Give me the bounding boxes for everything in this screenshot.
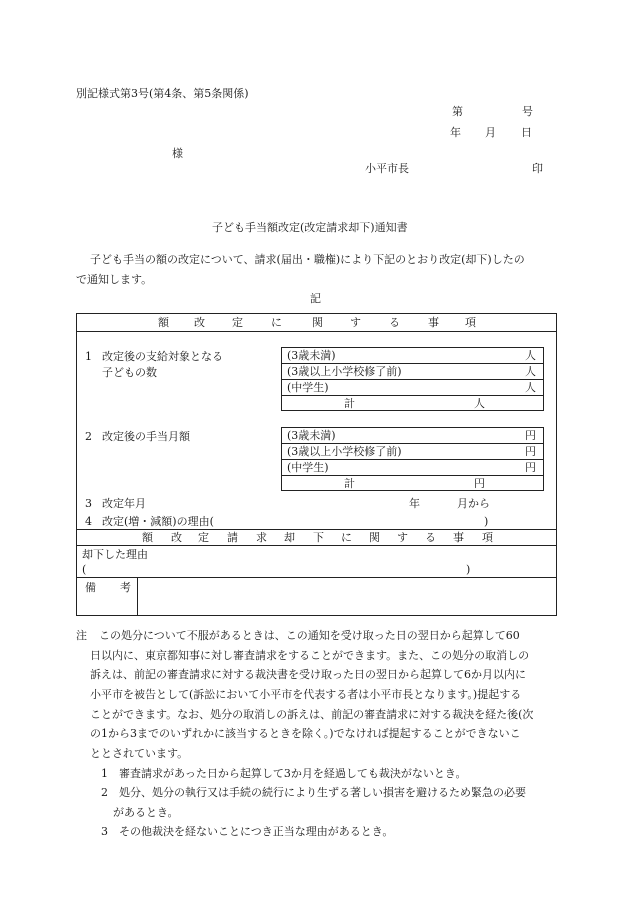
header2-char: 請 bbox=[227, 531, 238, 544]
note-line: の1から3までのいずれかに該当するときを除く。)でなければ提起することができないこ bbox=[90, 727, 521, 740]
count-total-unit: 人 bbox=[474, 397, 485, 410]
item4-label: 改定(増・減額)の理由( bbox=[102, 515, 214, 528]
remarks-char: 考 bbox=[120, 581, 131, 594]
amount-unit: 円 bbox=[525, 445, 536, 458]
header2-char: 却 bbox=[284, 531, 295, 544]
item1-label-line2: 子どもの数 bbox=[102, 366, 157, 379]
amount-unit: 円 bbox=[525, 429, 536, 442]
item3-month-from: 月から bbox=[457, 497, 490, 510]
header1-char: 関 bbox=[312, 316, 323, 329]
note-line: 訴えは、前記の審査請求に対する裁決書を受け取った日の翌日から起算して6か月以内に bbox=[90, 668, 526, 681]
header2-top-divider bbox=[76, 529, 557, 530]
date-month: 月 bbox=[485, 126, 496, 139]
count-unit: 人 bbox=[525, 349, 536, 362]
count-label: (3歳未満) bbox=[287, 349, 336, 362]
number-go: 号 bbox=[522, 105, 533, 118]
header1-char: 改 bbox=[194, 316, 205, 329]
addressee-sama: 様 bbox=[172, 147, 183, 160]
item2-label: 改定後の手当月額 bbox=[102, 430, 190, 443]
note-sub-item: 2 処分、処分の執行又は手続の続行により生ずる著しい損害を避けるため緊急の必要 bbox=[101, 786, 526, 799]
reject-reason-label: 却下した理由 bbox=[82, 548, 148, 561]
date-year: 年 bbox=[450, 126, 461, 139]
header2-char: 改 bbox=[171, 531, 182, 544]
header1-char: 定 bbox=[232, 316, 243, 329]
header1-char: 事 bbox=[428, 316, 439, 329]
item3-number: 3 bbox=[85, 497, 92, 510]
amount-label: (中学生) bbox=[287, 461, 329, 474]
amount-label: (3歳以上小学校修了前) bbox=[287, 445, 402, 458]
remarks-top-divider bbox=[76, 577, 557, 578]
reject-open-paren: ( bbox=[82, 563, 87, 576]
note-line: ととされています。 bbox=[90, 747, 189, 760]
header2-char: る bbox=[425, 531, 436, 544]
reject-close-paren: ) bbox=[466, 563, 471, 576]
item1-label-line1: 改定後の支給対象となる bbox=[102, 350, 223, 363]
remarks-char: 備 bbox=[85, 581, 96, 594]
note-line: 小平市を被告として(訴訟において小平市を代表する者は小平市長となります。)提起する bbox=[90, 688, 522, 701]
header2-char: 定 bbox=[198, 531, 209, 544]
date-day: 日 bbox=[521, 126, 532, 139]
ki-label: 記 bbox=[310, 292, 321, 305]
count-row-divider bbox=[281, 363, 544, 364]
header1-char: に bbox=[271, 316, 282, 329]
header2-char: 項 bbox=[482, 531, 493, 544]
note-sub-item: 1 審査請求があった日から起算して3か月を経過しても裁決がないとき。 bbox=[101, 767, 467, 780]
note-line: ことができます。なお、処分の取消しの訴えは、前記の審査請求に対する裁決を経た後(次 bbox=[90, 708, 534, 721]
header1-char: 項 bbox=[465, 316, 476, 329]
number-dai: 第 bbox=[452, 105, 463, 118]
intro-line-2: で通知します。 bbox=[76, 273, 153, 286]
issuer-seal: 印 bbox=[532, 162, 543, 175]
note-sub-item: があるとき。 bbox=[113, 806, 179, 819]
header2-char: 関 bbox=[369, 531, 380, 544]
count-row-divider bbox=[281, 395, 544, 396]
header2-char: 求 bbox=[256, 531, 267, 544]
remarks-col-divider bbox=[137, 577, 138, 616]
count-row-divider bbox=[281, 379, 544, 380]
note-line: この処分について不服があるときは、この通知を受け取った日の翌日から起算して60 bbox=[99, 629, 520, 642]
amount-row-divider bbox=[281, 459, 544, 460]
intro-line-1: 子ども手当の額の改定について、請求(届出・職権)により下記のとおり改定(却下)したの bbox=[90, 253, 525, 266]
header1-char: 額 bbox=[158, 316, 169, 329]
count-unit: 人 bbox=[525, 381, 536, 394]
header1-divider bbox=[76, 331, 557, 332]
document-title: 子ども手当額改定(改定請求却下)通知書 bbox=[212, 221, 408, 234]
amount-unit: 円 bbox=[525, 461, 536, 474]
note-prefix: 注 bbox=[76, 629, 87, 642]
item4-number: 4 bbox=[85, 515, 92, 528]
header2-char: に bbox=[341, 531, 352, 544]
issuer-name: 小平市長 bbox=[365, 162, 409, 175]
header2-bottom-divider bbox=[76, 545, 557, 546]
item1-number: 1 bbox=[85, 350, 92, 363]
amount-label: (3歳未満) bbox=[287, 429, 336, 442]
count-label: (中学生) bbox=[287, 381, 329, 394]
header1-char: る bbox=[389, 316, 400, 329]
amount-total-unit: 円 bbox=[474, 477, 485, 490]
item3-label: 改定年月 bbox=[102, 497, 146, 510]
item2-number: 2 bbox=[85, 430, 92, 443]
amount-row-divider bbox=[281, 475, 544, 476]
count-total-label: 計 bbox=[344, 397, 355, 410]
note-line: 日以内に、東京都知事に対し審査請求をすることができます。また、この処分の取消しの bbox=[90, 649, 530, 662]
count-unit: 人 bbox=[525, 365, 536, 378]
header2-char: す bbox=[397, 531, 408, 544]
form-id: 別記様式第3号(第4条、第5条関係) bbox=[76, 87, 249, 100]
note-sub-item: 3 その他裁決を経ないことにつき正当な理由があるとき。 bbox=[101, 825, 394, 838]
item3-year: 年 bbox=[409, 497, 420, 510]
amount-row-divider bbox=[281, 443, 544, 444]
count-label: (3歳以上小学校修了前) bbox=[287, 365, 402, 378]
header2-char: 事 bbox=[453, 531, 464, 544]
header1-char: す bbox=[350, 316, 361, 329]
item4-close-paren: ) bbox=[484, 515, 489, 528]
amount-total-label: 計 bbox=[344, 477, 355, 490]
header2-char: 下 bbox=[313, 531, 324, 544]
header2-char: 額 bbox=[142, 531, 153, 544]
